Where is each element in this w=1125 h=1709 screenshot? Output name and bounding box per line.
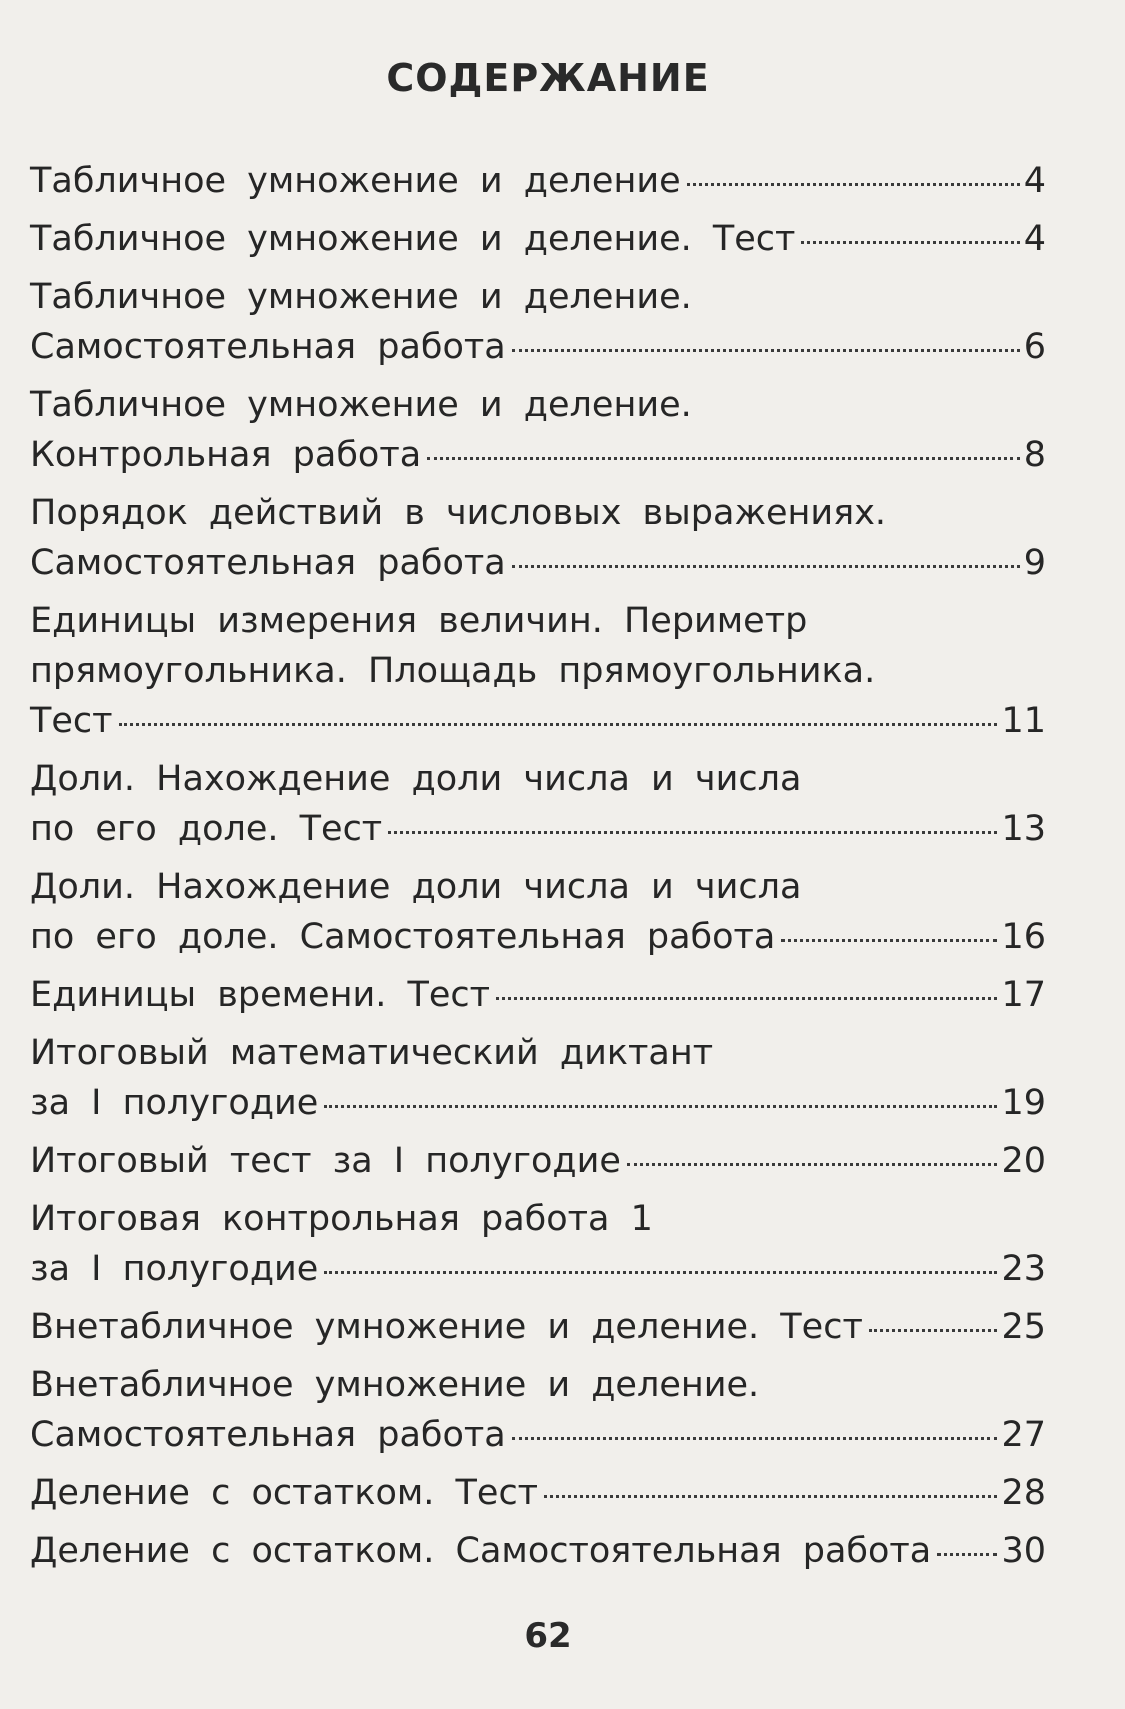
toc-entry-page: 23 — [1001, 1249, 1046, 1289]
toc-entry-line — [30, 1244, 1046, 1294]
dot-leader — [687, 183, 1020, 186]
dot-leader — [627, 1163, 998, 1166]
toc-entry-page: 4 — [1023, 161, 1046, 201]
table-of-contents — [30, 156, 1046, 1584]
toc-entry-line — [30, 214, 1046, 264]
toc-entry-text: Единицы измерения величин. Периметр — [30, 601, 808, 641]
toc-entry-text: Доли. Нахождение доли числа и числа — [30, 759, 802, 799]
toc-entry-text: Табличное умножение и деление — [30, 161, 681, 201]
toc-entry — [30, 1468, 1046, 1518]
toc-entry-text: Табличное умножение и деление. — [30, 385, 692, 425]
dot-leader — [496, 997, 997, 1000]
toc-entry-line — [30, 596, 1046, 646]
toc-entry-line — [30, 754, 1046, 804]
toc-entry-line — [30, 1410, 1046, 1460]
toc-entry-text: Табличное умножение и деление. Тест — [30, 219, 796, 259]
toc-entry-text: Порядок действий в числовых выражениях. — [30, 493, 887, 533]
toc-entry-line — [30, 1360, 1046, 1410]
dot-leader — [512, 1437, 998, 1440]
toc-entry-page: 16 — [1001, 917, 1046, 957]
toc-entry-page: 27 — [1001, 1415, 1046, 1455]
toc-entry-text: Тест — [30, 701, 113, 741]
toc-entry-text: по его доле. Самостоятельная работа — [30, 917, 776, 957]
toc-entry-line — [30, 804, 1046, 854]
toc-entry-line — [30, 1526, 1046, 1576]
toc-entry — [30, 754, 1046, 854]
dot-leader — [544, 1495, 997, 1498]
toc-entry-text: Итоговая контрольная работа 1 — [30, 1199, 653, 1239]
dot-leader — [427, 457, 1020, 460]
toc-entry — [30, 1028, 1046, 1128]
toc-entry — [30, 156, 1046, 206]
toc-entry-line — [30, 862, 1046, 912]
toc-entry-line — [30, 430, 1046, 480]
toc-entry-text: Итоговый тест за I полугодие — [30, 1141, 621, 1181]
page-number: 62 — [524, 1616, 572, 1656]
toc-entry-line — [30, 696, 1046, 746]
toc-entry-page: 13 — [1001, 809, 1046, 849]
toc-entry-text: Самостоятельная работа — [30, 1415, 506, 1455]
toc-entry-line — [30, 538, 1046, 588]
dot-leader — [801, 241, 1019, 244]
page-title: СОДЕРЖАНИЕ — [386, 56, 710, 100]
toc-entry-line — [30, 380, 1046, 430]
dot-leader — [869, 1329, 998, 1332]
toc-entry-page: 20 — [1001, 1141, 1046, 1181]
toc-entry-text: Итоговый математический диктант — [30, 1033, 714, 1073]
dot-leader — [324, 1105, 997, 1108]
toc-entry-text: прямоугольника. Площадь прямоугольника. — [30, 651, 876, 691]
toc-entry-text: Табличное умножение и деление. — [30, 277, 692, 317]
dot-leader — [324, 1271, 997, 1274]
toc-entry-line — [30, 1028, 1046, 1078]
toc-entry-text: Внетабличное умножение и деление. — [30, 1365, 760, 1405]
toc-entry-page: 17 — [1001, 975, 1046, 1015]
toc-entry — [30, 488, 1046, 588]
dot-leader — [512, 565, 1020, 568]
dot-leader — [937, 1553, 997, 1556]
toc-entry-text: за I полугодие — [30, 1083, 319, 1123]
toc-entry — [30, 596, 1046, 746]
toc-entry-page: 4 — [1023, 219, 1046, 259]
toc-entry-page: 28 — [1001, 1473, 1046, 1513]
toc-entry-text: Доли. Нахождение доли числа и числа — [30, 867, 802, 907]
toc-entry-text: Единицы времени. Тест — [30, 975, 491, 1015]
toc-entry-page: 25 — [1001, 1307, 1046, 1347]
toc-entry — [30, 1302, 1046, 1352]
toc-entry-line — [30, 912, 1046, 962]
toc-entry-page: 9 — [1023, 543, 1046, 583]
toc-entry — [30, 214, 1046, 264]
toc-entry — [30, 380, 1046, 480]
toc-entry-line — [30, 272, 1046, 322]
toc-entry-line — [30, 1136, 1046, 1186]
dot-leader — [119, 723, 998, 726]
toc-entry — [30, 272, 1046, 372]
dot-leader — [388, 831, 997, 834]
toc-entry-line — [30, 646, 1046, 696]
toc-entry — [30, 1194, 1046, 1294]
toc-entry-page: 11 — [1001, 701, 1046, 741]
toc-entry-line — [30, 322, 1046, 372]
toc-entry-line — [30, 1078, 1046, 1128]
toc-entry-line — [30, 1302, 1046, 1352]
toc-entry-page: 8 — [1023, 435, 1046, 475]
toc-entry — [30, 970, 1046, 1020]
toc-entry-text: за I полугодие — [30, 1249, 319, 1289]
dot-leader — [512, 349, 1020, 352]
toc-entry-line — [30, 488, 1046, 538]
toc-entry — [30, 1526, 1046, 1576]
toc-entry — [30, 1136, 1046, 1186]
toc-entry-page: 19 — [1001, 1083, 1046, 1123]
toc-entry-line — [30, 156, 1046, 206]
toc-entry-text: по его доле. Тест — [30, 809, 383, 849]
toc-entry-text: Деление с остатком. Тест — [30, 1473, 539, 1513]
toc-entry-text: Деление с остатком. Самостоятельная работа — [30, 1531, 932, 1571]
toc-entry-text: Самостоятельная работа — [30, 327, 506, 367]
toc-entry-line — [30, 970, 1046, 1020]
toc-entry-text: Контрольная работа — [30, 435, 422, 475]
toc-entry — [30, 862, 1046, 962]
toc-entry-text: Самостоятельная работа — [30, 543, 506, 583]
toc-entry-page: 30 — [1001, 1531, 1046, 1571]
toc-entry — [30, 1360, 1046, 1460]
toc-entry-text: Внетабличное умножение и деление. Тест — [30, 1307, 863, 1347]
toc-entry-line — [30, 1468, 1046, 1518]
dot-leader — [781, 939, 997, 942]
toc-entry-line — [30, 1194, 1046, 1244]
toc-entry-page: 6 — [1023, 327, 1046, 367]
